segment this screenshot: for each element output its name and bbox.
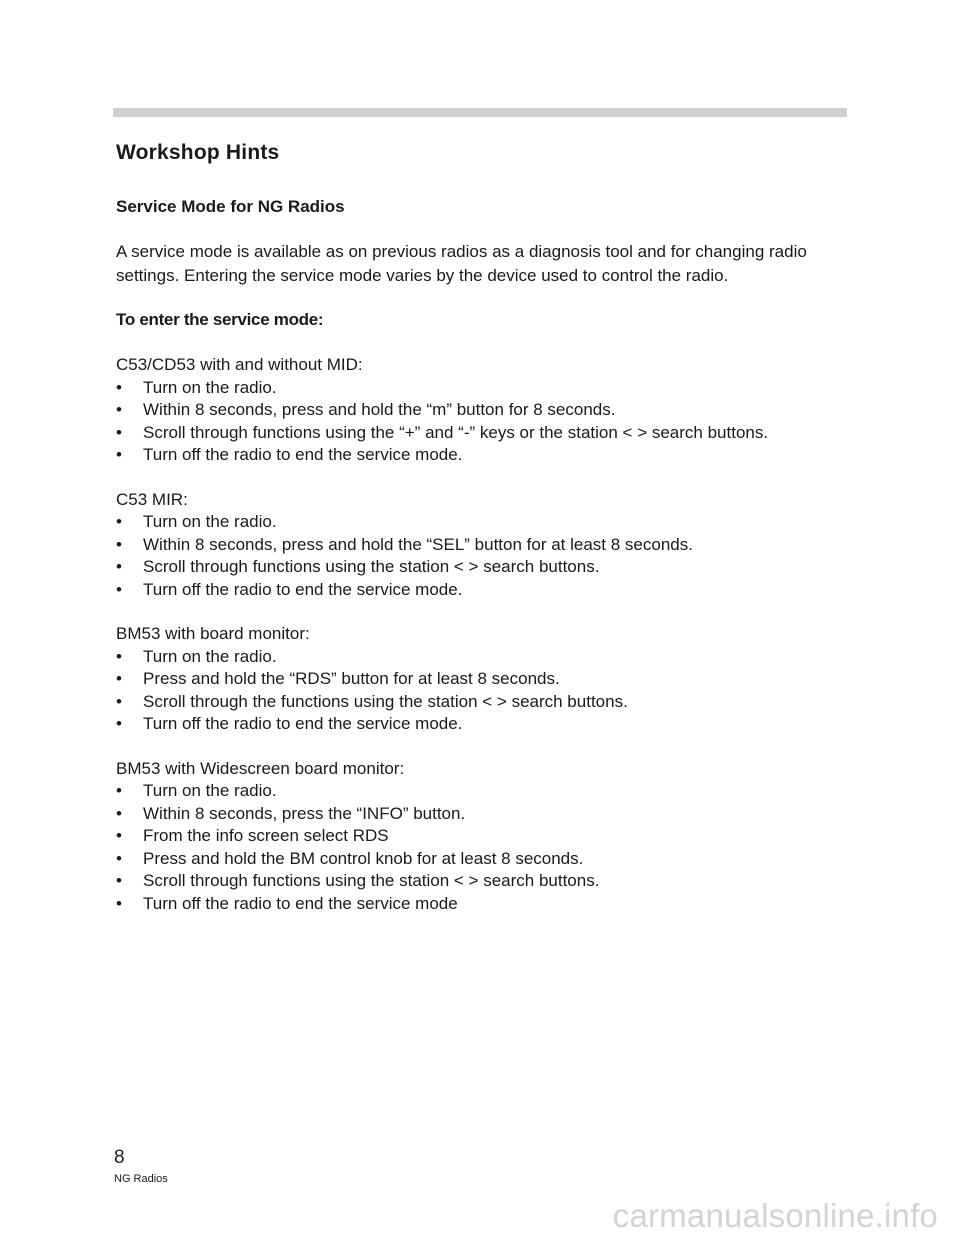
bullet-icon: • — [116, 512, 122, 531]
list-item — [116, 825, 856, 848]
list-item — [116, 668, 856, 691]
page-number: 8 — [114, 1147, 125, 1168]
top-divider — [113, 108, 847, 117]
step-list — [116, 780, 856, 915]
intro-paragraph: A service mode is available as on previous radios as a diagnosis tool and for changing radio settings. Entering the service mode varies by the device used to control the radio. — [116, 242, 807, 285]
step-text: Turn on the radio. — [143, 512, 277, 531]
bullet-icon: • — [116, 691, 122, 711]
list-item — [116, 803, 856, 826]
step-text: From the info screen select RDS — [143, 826, 389, 845]
list-item — [116, 646, 856, 669]
bullet-icon: • — [116, 422, 122, 442]
step-text: Press and hold the BM control knob for at least 8 seconds. — [143, 848, 584, 868]
list-item — [116, 511, 856, 534]
page-content — [116, 138, 856, 915]
list-item — [116, 444, 856, 467]
step-list — [116, 511, 856, 601]
bullet-icon: • — [116, 557, 122, 576]
enter-service-mode-heading: To enter the service mode: — [116, 310, 324, 329]
bullet-icon: • — [116, 848, 122, 868]
group-label: C53 MIR: — [116, 489, 188, 509]
bullet-icon: • — [116, 669, 122, 688]
step-list — [116, 646, 856, 736]
step-text: Turn off the radio to end the service mode. — [143, 714, 463, 733]
group-label: BM53 with Widescreen board monitor: — [116, 758, 405, 778]
watermark: carmanualsonline.info — [612, 1197, 938, 1234]
bullet-icon: • — [116, 445, 122, 464]
list-item — [116, 556, 856, 579]
step-text: Within 8 seconds, press and hold the “m” button for 8 seconds. — [143, 400, 616, 419]
bullet-icon: • — [116, 400, 122, 419]
step-text: Turn off the radio to end the service mode. — [143, 579, 463, 599]
procedure-group-c53-cd53 — [116, 354, 856, 467]
list-item — [116, 377, 856, 400]
group-label: C53/CD53 with and without MID: — [116, 355, 363, 374]
list-item — [116, 780, 856, 803]
step-text: Turn on the radio. — [143, 646, 277, 666]
bullet-icon: • — [116, 377, 122, 397]
bullet-icon: • — [116, 714, 122, 733]
bullet-icon: • — [116, 893, 122, 913]
footer-label: NG Radios — [114, 1173, 168, 1185]
list-item — [116, 691, 856, 714]
subsection-title: Service Mode for NG Radios — [116, 197, 345, 216]
list-item — [116, 534, 856, 557]
list-item — [116, 893, 856, 916]
step-text: Press and hold the “RDS” button for at least 8 seconds. — [143, 669, 560, 688]
bullet-icon: • — [116, 803, 122, 823]
bullet-icon: • — [116, 871, 122, 890]
list-item — [116, 870, 856, 893]
step-text: Turn on the radio. — [143, 781, 277, 800]
step-text: Turn off the radio to end the service mode — [143, 893, 458, 913]
procedure-group-bm53-widescreen — [116, 758, 856, 916]
list-item — [116, 713, 856, 736]
step-text: Scroll through functions using the station < > search buttons. — [143, 557, 600, 576]
step-text: Turn on the radio. — [143, 377, 277, 397]
list-item — [116, 848, 856, 871]
bullet-icon: • — [116, 646, 122, 666]
procedure-group-c53-mir — [116, 489, 856, 602]
list-item — [116, 399, 856, 422]
bullet-icon: • — [116, 781, 122, 800]
group-label: BM53 with board monitor: — [116, 624, 310, 643]
list-item — [116, 422, 856, 445]
step-text: Scroll through the functions using the station < > search buttons. — [143, 691, 628, 711]
procedure-group-bm53-board-monitor — [116, 623, 856, 736]
step-text: Within 8 seconds, press and hold the “SEL” button for at least 8 seconds. — [143, 534, 693, 554]
step-text: Scroll through functions using the “+” and “-” keys or the station < > search buttons. — [143, 422, 769, 442]
bullet-icon: • — [116, 579, 122, 599]
bullet-icon: • — [116, 534, 122, 554]
step-text: Turn off the radio to end the service mode. — [143, 445, 463, 464]
bullet-icon: • — [116, 826, 122, 845]
list-item — [116, 579, 856, 602]
section-title: Workshop Hints — [116, 141, 280, 164]
step-list — [116, 377, 856, 467]
step-text: Within 8 seconds, press the “INFO” button. — [143, 803, 466, 823]
step-text: Scroll through functions using the station < > search buttons. — [143, 871, 600, 890]
